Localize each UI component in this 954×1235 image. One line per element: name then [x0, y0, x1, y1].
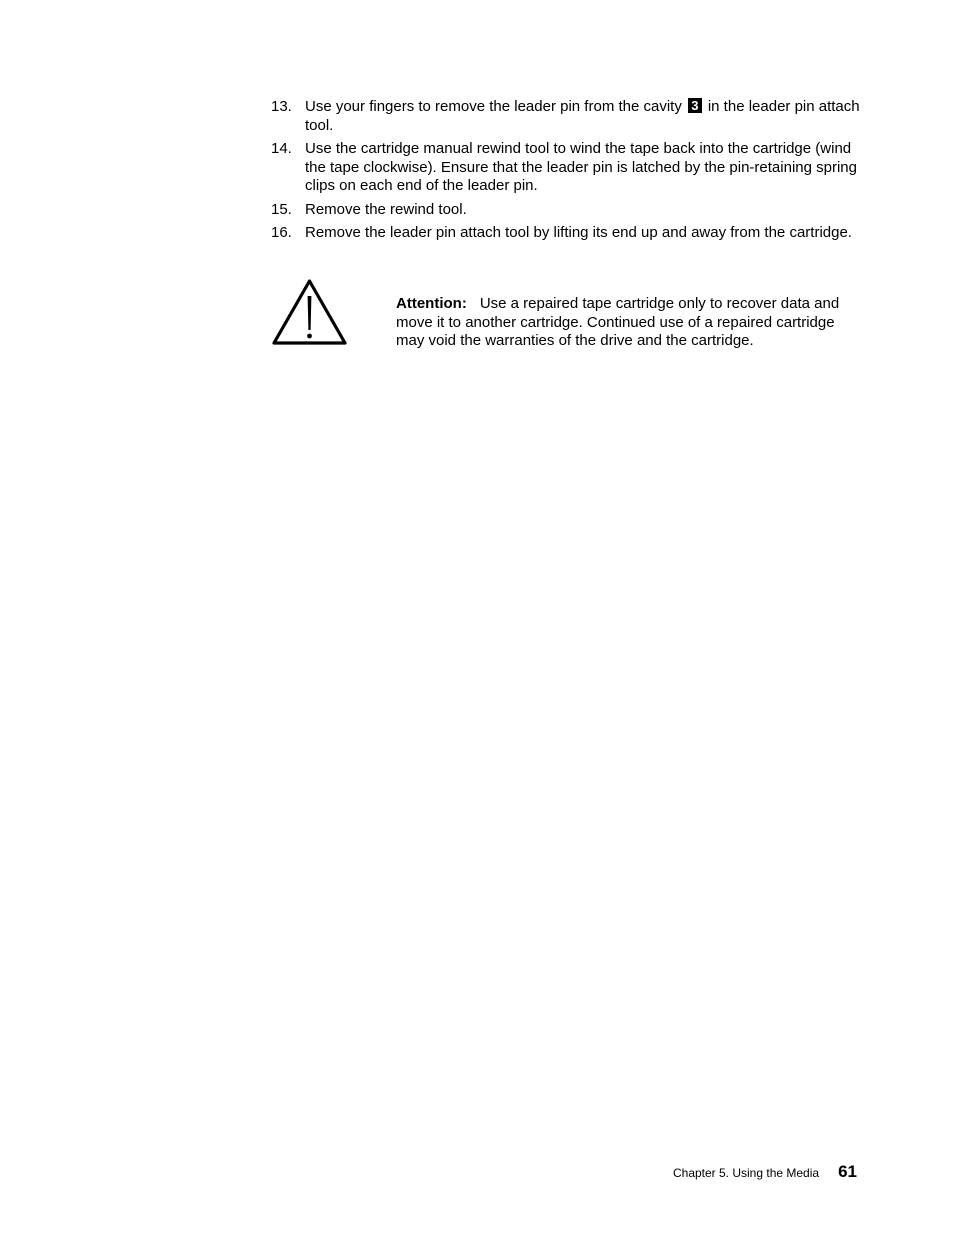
attention-label: Attention:: [396, 295, 467, 312]
step-15: [271, 201, 861, 220]
step-text-continued: in the leader pin attach tool.: [305, 98, 860, 134]
step-14: [271, 140, 861, 196]
footer-chapter-title: Chapter 5. Using the Media: [672, 1166, 820, 1180]
warning-triangle-icon: [271, 278, 348, 346]
page-number: 61: [838, 1162, 857, 1181]
step-text: Remove the leader pin attach tool by lifting its end up and away from the cartridge.: [305, 224, 852, 241]
step-16: [271, 224, 861, 243]
step-text: Use the cartridge manual rewind tool to wind the tape back into the cartridge (wind the tape clockwise). Ensure that the leader pin is latched by the pin-retaining spring clips on each end of the leader pin.: [305, 140, 857, 194]
attention-notice: [396, 295, 856, 351]
step-number: 13.: [271, 98, 292, 115]
step-text: Use your fingers to remove the leader pin from the cavity: [305, 98, 682, 115]
attention-text: Use a repaired tape cartridge only to recover data and move it to another cartridge. Continued use of a repaired cartridge may void the warranties of the drive and the cartridge.: [396, 295, 840, 349]
step-13: [271, 98, 861, 135]
step-number: 16.: [271, 224, 292, 241]
callout-number-badge: 3: [688, 98, 702, 113]
step-text: Remove the rewind tool.: [305, 200, 467, 218]
procedure-steps: [271, 98, 861, 248]
page-footer: [673, 1162, 857, 1182]
step-number: 15.: [271, 200, 292, 218]
step-number: 14.: [271, 140, 292, 157]
